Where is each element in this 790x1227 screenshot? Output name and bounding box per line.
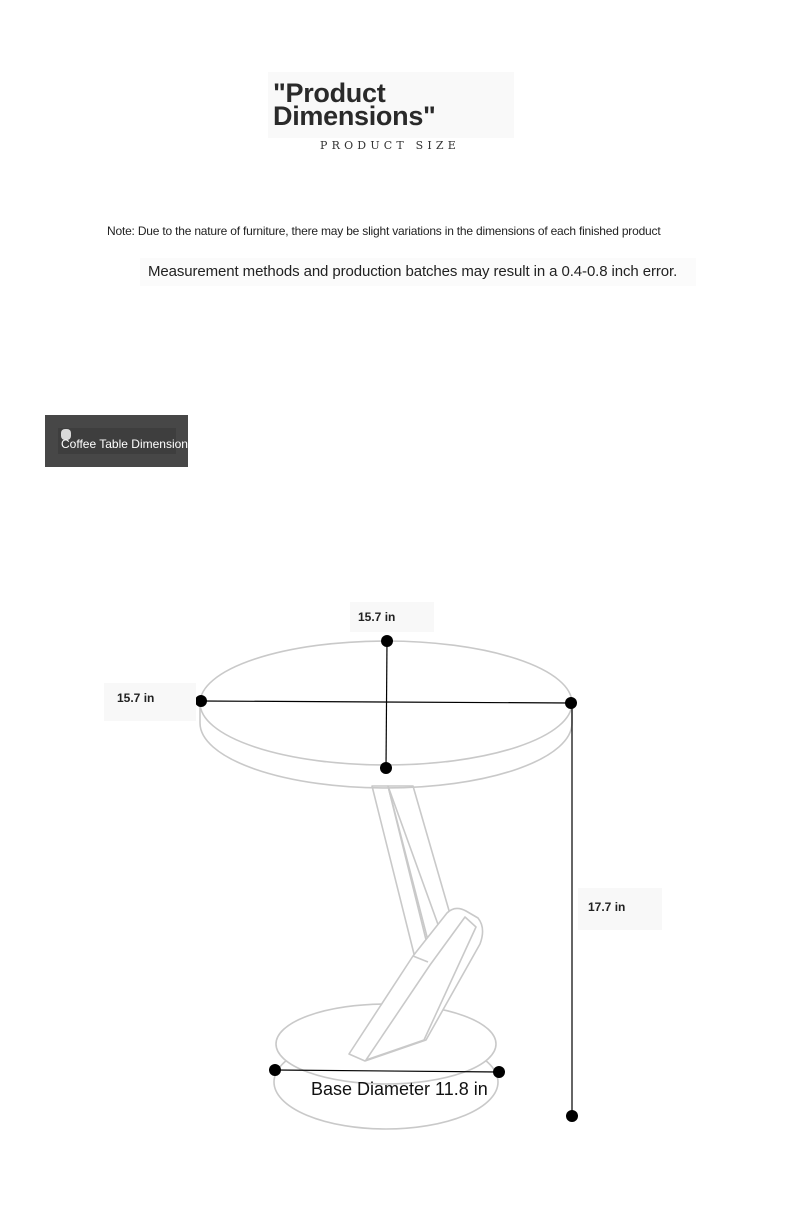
width-start-dot <box>195 695 207 707</box>
width-end-dot <box>565 697 577 709</box>
page-subtitle: PRODUCT SIZE <box>320 139 460 152</box>
top-depth-label: 15.7 in <box>358 610 396 624</box>
title-line-2: Dimensions" <box>273 101 436 131</box>
variation-note: Note: Due to the nature of furniture, there may be slight variations in the dimensions of each finished product <box>107 224 661 238</box>
height-end-dot <box>566 1110 578 1122</box>
error-note: Measurement methods and production batches may result in a 0.4-0.8 inch error. <box>148 263 678 280</box>
top-width-label: 15.7 in <box>117 691 155 705</box>
base-end-dot <box>493 1066 505 1078</box>
section-tag-label: Coffee Table Dimension <box>61 437 188 451</box>
height-label: 17.7 in <box>588 900 626 914</box>
base-start-dot <box>269 1064 281 1076</box>
depth-start-dot <box>381 635 393 647</box>
title-line-1: "Product <box>273 78 386 108</box>
base-diameter-label: Base Diameter 11.8 in <box>311 1079 488 1099</box>
depth-end-dot <box>380 762 392 774</box>
